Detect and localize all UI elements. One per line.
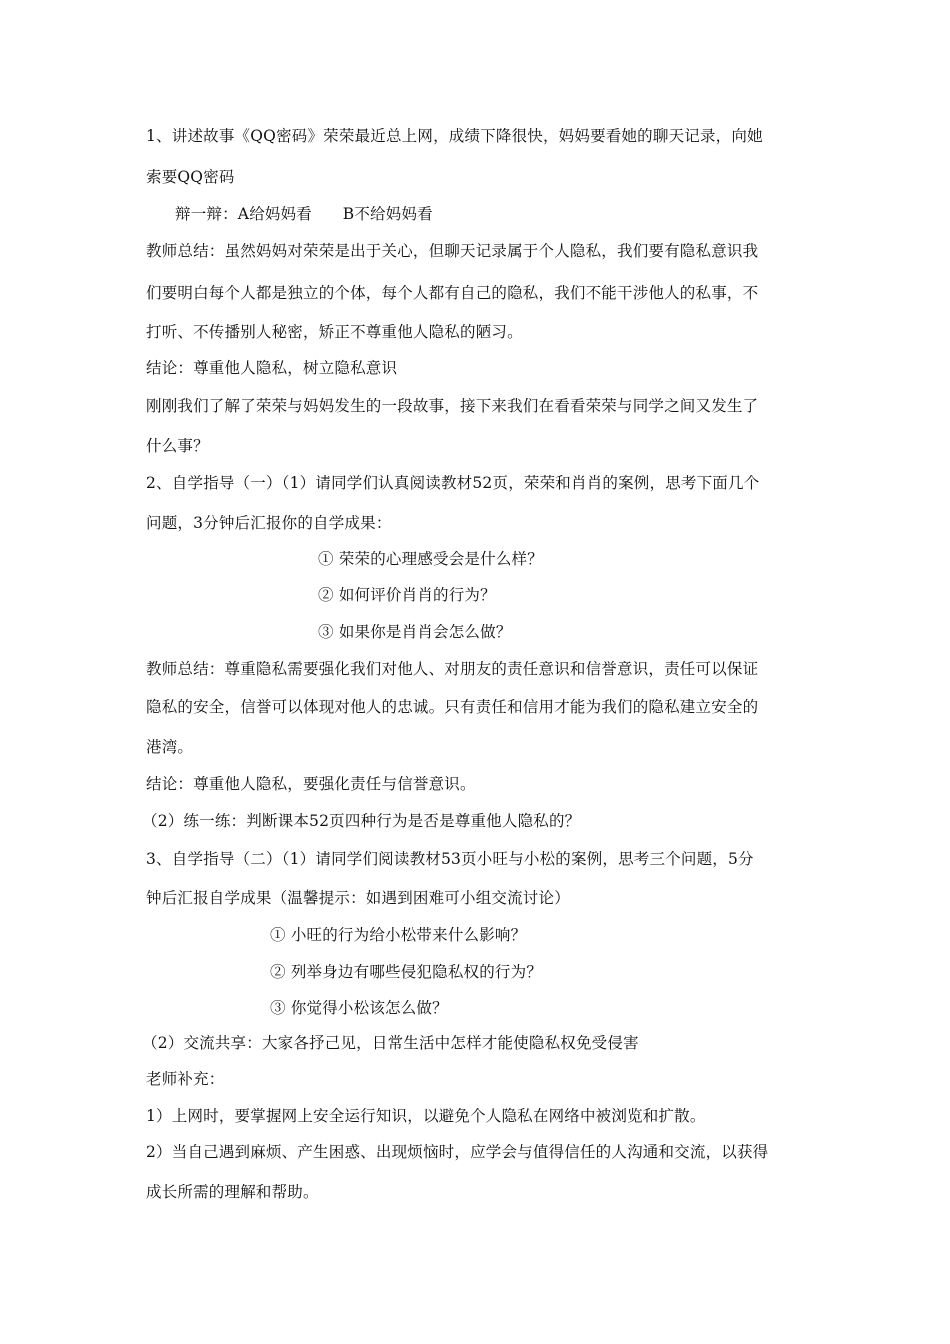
self-study-1-line-2: 问题，3分钟后汇报你的自学成果：	[146, 514, 392, 532]
supplement-item-2-line-1: 2）当自己遇到麻烦、产生困惑、出现烦恼时，应学会与值得信任的人沟通和交流，以获得	[146, 1143, 769, 1161]
question-1-2: ② 如何评价肖肖的行为？	[318, 586, 496, 604]
question-1-3: ③ 如果你是肖肖会怎么做？	[318, 623, 512, 641]
self-study-2-line-1: 3、自学指导（二）（1）请同学们阅读教材53页小旺与小松的案例，思考三个问题，5分	[146, 850, 754, 868]
teacher-supplement-heading: 老师补充：	[146, 1070, 225, 1088]
question-2-1: ① 小旺的行为给小松带来什么影响？	[270, 926, 527, 944]
supplement-item-2-line-2: 成长所需的理解和帮助。	[146, 1183, 319, 1201]
question-2-3: ③ 你觉得小松该怎么做？	[270, 999, 448, 1017]
practice-line: （2）练一练：判断课本52页四种行为是否是尊重他人隐私的？	[142, 812, 581, 830]
teacher-summary-2-line-1: 教师总结：尊重隐私需要强化我们对他人、对朋友的责任意识和信誉意识，责任可以保证	[146, 660, 759, 678]
transition-line-1: 刚刚我们了解了荣荣与妈妈发生的一段故事，接下来我们在看看荣荣与同学之间又发生了	[146, 397, 759, 415]
teacher-summary-2-line-3: 港湾。	[146, 738, 194, 756]
self-study-2-line-2: 钟后汇报自学成果（温馨提示：如遇到困难可小组交流讨论）	[146, 889, 570, 907]
teacher-summary-1-line-3: 打听、不传播别人秘密，矫正不尊重他人隐私的陋习。	[146, 323, 523, 341]
conclusion-2: 结论：尊重他人隐私，要强化责任与信誉意识。	[146, 775, 476, 793]
question-1-1: ① 荣荣的心理感受会是什么样？	[318, 550, 543, 568]
share-line: （2）交流共享：大家各抒己见，日常生活中怎样才能使隐私权免受侵害	[142, 1034, 639, 1052]
transition-line-2: 什么事？	[146, 437, 209, 455]
debate-line: 辩一辩：A给妈妈看 B不给妈妈看	[175, 205, 433, 223]
teacher-summary-1-line-2: 们要明白每个人都是独立的个体，每个人都有自己的隐私，我们不能干涉他人的私事，不	[146, 284, 759, 302]
story-intro-line-1: 1、讲述故事《QQ密码》荣荣最近总上网，成绩下降很快，妈妈要看她的聊天记录，向她	[146, 127, 763, 145]
teacher-summary-1-line-1: 教师总结：虽然妈妈对荣荣是出于关心，但聊天记录属于个人隐私，我们要有隐私意识我	[146, 242, 759, 260]
question-2-2: ② 列举身边有哪些侵犯隐私权的行为？	[270, 963, 543, 981]
conclusion-1: 结论：尊重他人隐私，树立隐私意识	[146, 359, 398, 377]
self-study-1-line-1: 2、自学指导（一）（1）请同学们认真阅读教材52页，荣荣和肖肖的案例，思考下面几个	[146, 474, 760, 492]
supplement-item-1: 1）上网时，要掌握网上安全运行知识，以避免个人隐私在网络中被浏览和扩散。	[146, 1107, 706, 1125]
story-intro-line-2: 索要QQ密码	[146, 168, 235, 186]
teacher-summary-2-line-2: 隐私的安全，信誉可以体现对他人的忠诚。只有责任和信用才能为我们的隐私建立安全的	[146, 698, 759, 716]
